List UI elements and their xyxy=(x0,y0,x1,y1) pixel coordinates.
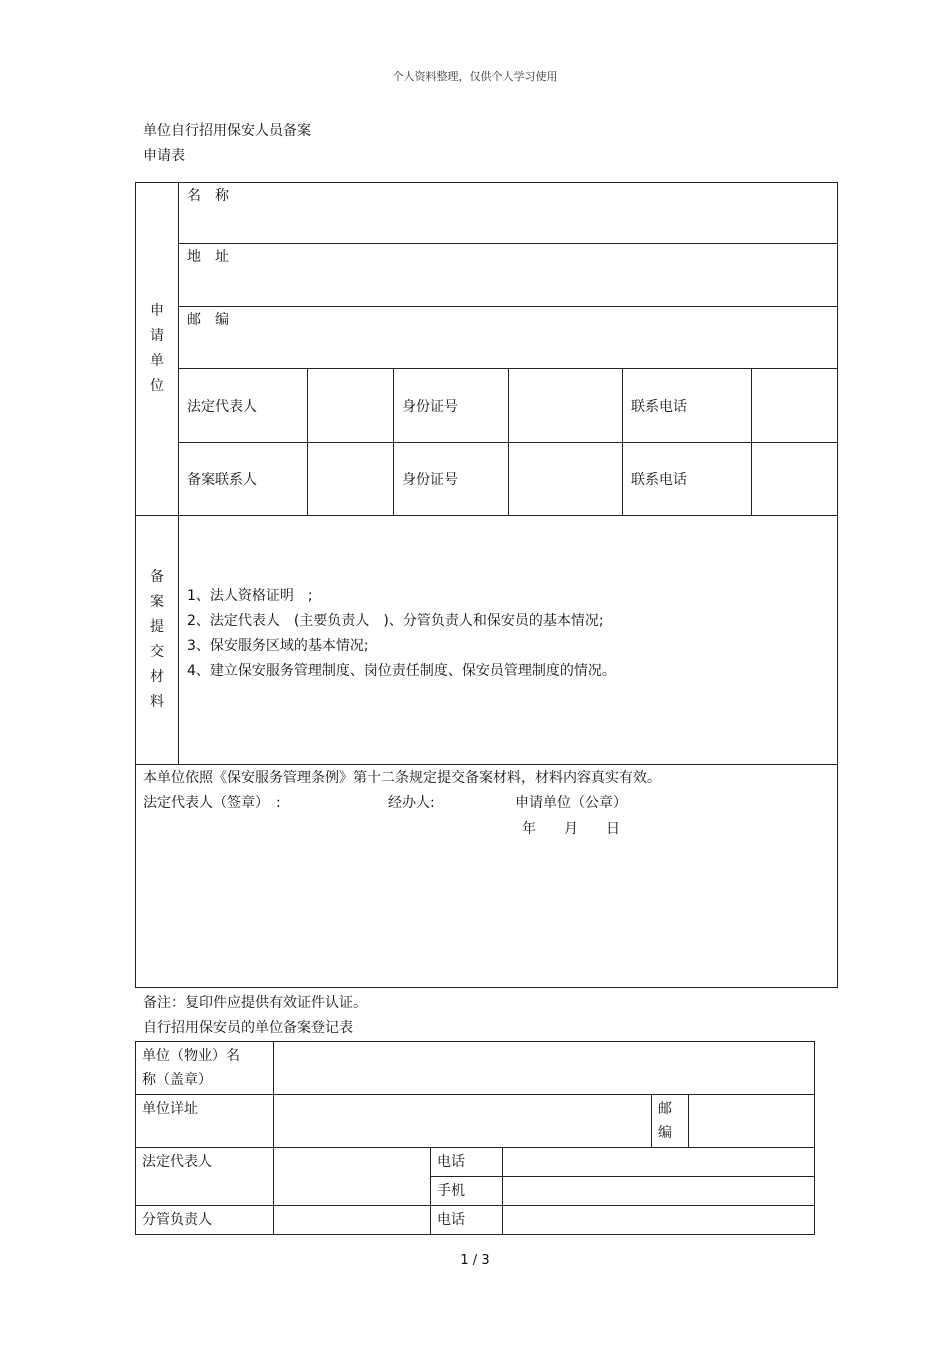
legal-rep-id-label-cell xyxy=(394,369,509,443)
form-title: 单位自行招用保安人员备案 xyxy=(143,123,311,139)
legal-rep-phone-value[interactable] xyxy=(752,369,838,443)
address-label: 地 址 xyxy=(187,249,229,265)
material-item: 4、建立保安服务管理制度、岗位责任制度、保安员管理制度的情况。 xyxy=(187,663,616,679)
section-applicant-label: 申 请 单 位 xyxy=(150,303,164,394)
declaration-text: 本单位依照《保安服务管理条例》第十二条规定提交备案材料，材料内容真实有效。 xyxy=(143,770,661,786)
materials-list-cell xyxy=(179,516,838,765)
legal-rep-label: 法定代表人 xyxy=(187,398,257,415)
legal-rep-phone-label: 联系电话 xyxy=(631,398,687,415)
name-label: 名 称 xyxy=(187,188,229,204)
contact-value[interactable] xyxy=(308,443,394,516)
section-materials-label: 备 案 提 交 材 料 xyxy=(150,569,164,710)
postcode-field[interactable] xyxy=(179,307,838,369)
legal-rep-label-cell xyxy=(179,369,308,443)
date-line: 年 月 日 xyxy=(522,821,620,837)
contact-label-cell xyxy=(179,443,308,516)
mobile-label-cell xyxy=(431,1177,503,1206)
form-subtitle: 申请表 xyxy=(143,148,185,164)
legal-rep-label-cell-2 xyxy=(136,1148,274,1206)
legal-rep-value-2[interactable] xyxy=(274,1148,431,1206)
material-item: 1、法人资格证明 ; xyxy=(187,588,313,604)
registration-form-table xyxy=(135,1041,815,1235)
contact-id-label-cell xyxy=(394,443,509,516)
postcode-label-cell xyxy=(652,1095,689,1148)
legal-rep-id-value[interactable] xyxy=(509,369,623,443)
legal-rep-label-2: 法定代表人 xyxy=(142,1154,212,1170)
unit-address-label-cell xyxy=(136,1095,274,1148)
contact-phone-label: 联系电话 xyxy=(631,472,687,488)
postcode-label-line2: 编 xyxy=(658,1125,672,1141)
contact-phone-label-cell xyxy=(623,443,752,516)
material-item: 3、保安服务区域的基本情况; xyxy=(187,638,369,654)
contact-phone-value[interactable] xyxy=(752,443,838,516)
unit-address-value[interactable] xyxy=(274,1095,652,1148)
deputy-label-cell xyxy=(136,1206,274,1235)
legal-rep-signature-label: 法定代表人（签章） : xyxy=(143,795,281,811)
unit-address-label: 单位详址 xyxy=(142,1101,198,1117)
tel-label: 电话 xyxy=(437,1154,465,1170)
unit-name-value[interactable] xyxy=(274,1042,815,1095)
postcode-label-line1: 邮 xyxy=(658,1101,672,1117)
section-materials-label-cell xyxy=(136,516,179,765)
legal-rep-phone-label-cell xyxy=(623,369,752,443)
legal-rep-value[interactable] xyxy=(308,369,394,443)
tel-label-cell xyxy=(431,1148,503,1177)
contact-id-label: 身份证号 xyxy=(402,472,458,488)
contact-id-value[interactable] xyxy=(509,443,623,516)
name-field[interactable] xyxy=(179,183,838,244)
postcode-label: 邮 编 xyxy=(187,312,229,328)
mobile-label: 手机 xyxy=(437,1183,465,1199)
remark-note: 备注：复印件应提供有效证件认证。 xyxy=(143,995,367,1011)
deputy-tel-value[interactable] xyxy=(503,1206,815,1235)
page-number: 1 / 3 xyxy=(460,1253,490,1268)
handler-label: 经办人: xyxy=(388,795,435,811)
registration-form-title: 自行招用保安员的单位备案登记表 xyxy=(143,1020,353,1036)
deputy-tel-label-cell xyxy=(431,1206,503,1235)
mobile-value[interactable] xyxy=(503,1177,815,1206)
materials-list xyxy=(179,582,837,686)
unit-name-label-cell xyxy=(136,1042,274,1095)
header-note: 个人资料整理，仅供个人学习使用 xyxy=(392,70,558,83)
applicant-unit-seal-label: 申请单位（公章） xyxy=(515,795,627,811)
address-field[interactable] xyxy=(179,244,838,307)
deputy-label: 分管负责人 xyxy=(142,1212,212,1228)
contact-label: 备案联系人 xyxy=(187,472,257,488)
deputy-value[interactable] xyxy=(274,1206,431,1235)
unit-name-label-line2: 称（盖章） xyxy=(142,1072,212,1088)
postcode-value[interactable] xyxy=(689,1095,815,1148)
declaration-cell[interactable] xyxy=(136,765,838,988)
application-form-table xyxy=(135,182,838,988)
deputy-tel-label: 电话 xyxy=(437,1212,465,1228)
unit-name-label-line1: 单位（物业）名 xyxy=(142,1048,240,1064)
material-item: 2、法定代表人 (主要负责人 )、分管负责人和保安员的基本情况; xyxy=(187,613,604,629)
legal-rep-id-label: 身份证号 xyxy=(402,398,458,415)
tel-value[interactable] xyxy=(503,1148,815,1177)
section-applicant-label-cell xyxy=(136,183,179,516)
